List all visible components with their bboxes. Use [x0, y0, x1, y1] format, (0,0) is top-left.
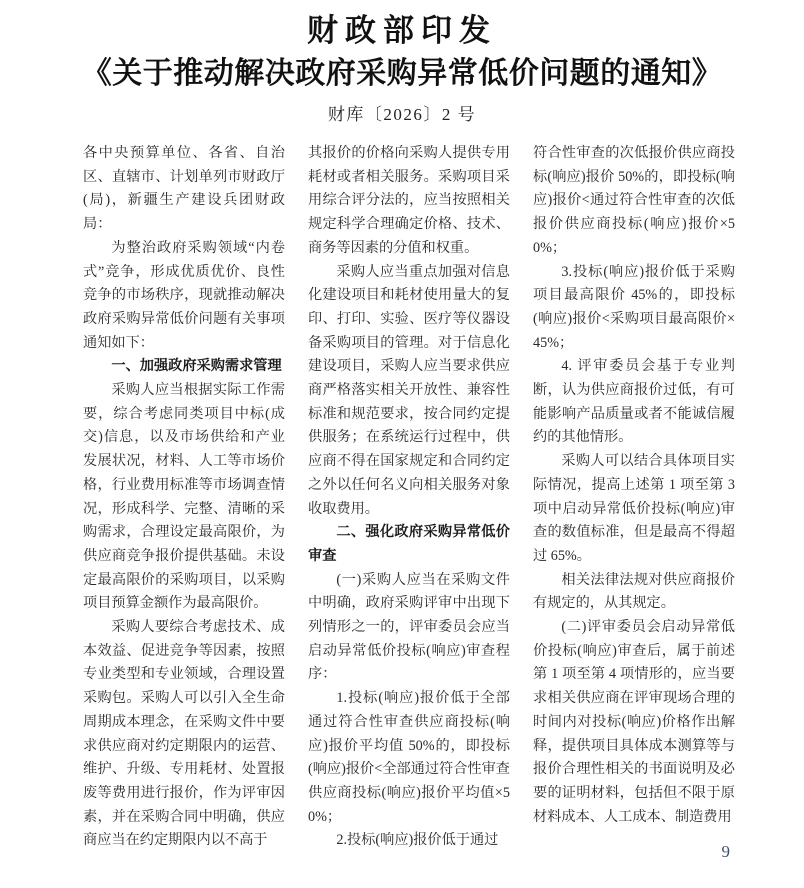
text-column-3 [533, 142, 735, 853]
document-title-main: 《关于推动解决政府采购异常低价问题的通知》 [81, 57, 723, 90]
body-paragraph: 采购人可以结合具体项目实际情况，提高上述第 1 项至第 3 项中启动异常低价投标(响应)审查的数值标准，但是最高不得超过 65%。 [533, 453, 735, 564]
body-paragraph: 1.投标(响应)报价低于全部通过符合性审查供应商投标(响应)报价平均值 50%的，即投标(响应)报价<全部通过符合性审查供应商投标(响应)报价平均值×50%； [308, 690, 510, 825]
body-paragraph: 3.投标(响应)报价低于采购项目最高限价 45%的，即投标(响应)报价<采购项目最高限价×45%； [533, 263, 735, 351]
page-number: 9 [721, 842, 730, 861]
body-paragraph: 各中央预算单位、各省、自治区、直辖市、计划单列市财政厅(局)，新疆生产建设兵团财政局： [83, 145, 285, 233]
body-columns [83, 142, 735, 853]
body-paragraph: (一)采购人应当在采购文件中明确，政府采购评审中出现下列情形之一的，评审委员会应当启动异常低价投标(响应)审查程序： [308, 571, 510, 683]
document-number: 财库〔2026〕2 号 [327, 105, 477, 124]
body-paragraph: 其报价的价格向采购人提供专用耗材或者相关服务。采购项目采用综合评分法的，应当按照相关规定科学合理确定价格、技术、商务等因素的分值和权重。 [308, 145, 510, 256]
document-title-issuer: 财政部印发 [307, 13, 497, 48]
text-column-2 [308, 142, 510, 853]
body-paragraph: 采购人应当根据实际工作需要，综合考虑同类项目中标(成交)信息，以及市场供给和产业发展状况，材料、人工等市场价格，行业费用标准等市场调查情况，形成科学、完整、清晰的采购需求，合理设定最高限价，为供应商竞争报价提供基础。未设定最高限价的采购项目，以采购项目预算金额作为最高限价。 [83, 382, 285, 612]
body-paragraph: 2.投标(响应)报价低于通过 [336, 832, 499, 849]
body-paragraph: 4. 评审委员会基于专业判断，认为供应商报价过低，有可能影响产品质量或者不能诚信履约的其他情形。 [533, 358, 735, 446]
body-paragraph: 符合性审查的次低报价供应商投标(响应)报价 50%的，即投标(响应)报价<通过符合性审查的次低报价供应商投标(响应)报价×50%； [533, 145, 735, 256]
text-column-1 [83, 142, 285, 853]
body-paragraph: 采购人应当重点加强对信息化建设项目和耗材使用量大的复印、打印、实验、医疗等仪器设备采购项目的管理。对于信息化建设项目，采购人应当要求供应商严格落实相关开放性、兼容性标准和规范要求，按合同约定提供服务；在系统运行过程中，供应商不得在国家规定和合同约定之外以任何名义向相关服务对象收取费用。 [308, 263, 510, 517]
section-heading: 一、加强政府采购需求管理 [111, 358, 282, 375]
body-paragraph: 采购人要综合考虑技术、成本效益、促进竞争等因素，按照专业类型和专业领域，合理设置采购包。采购人可以引入全生命周期成本理念，在采购文件中要求供应商对约定期限内的运营、维护、升级、专用耗材、处置报废等费用进行报价，作为评审因素，并在采购合同中明确，供应商应当在约定期限内以不高于 [83, 619, 285, 849]
document-header [0, 0, 804, 126]
section-heading: 二、强化政府采购异常低价审查 [308, 524, 510, 564]
body-paragraph: (二)评审委员会启动异常低价投标(响应)审查后，属于前述第 1 项至第 4 项情形的，应当要求相关供应商在评审现场合理的时间内对投标(响应)价格作出解释，提供项目具体成本测算等与报价合理性相关的书面说明及必要的证明材料，包括但不限于原材料成本、人工成本、制造费用 [533, 619, 735, 825]
body-paragraph: 为整治政府采购领域“内卷式”竞争，形成优质优价、良性竞争的市场秩序，现就推动解决政府采购异常低价问题有关事项通知如下： [83, 239, 285, 351]
body-paragraph: 相关法律法规对供应商报价有规定的，从其规定。 [533, 571, 735, 612]
